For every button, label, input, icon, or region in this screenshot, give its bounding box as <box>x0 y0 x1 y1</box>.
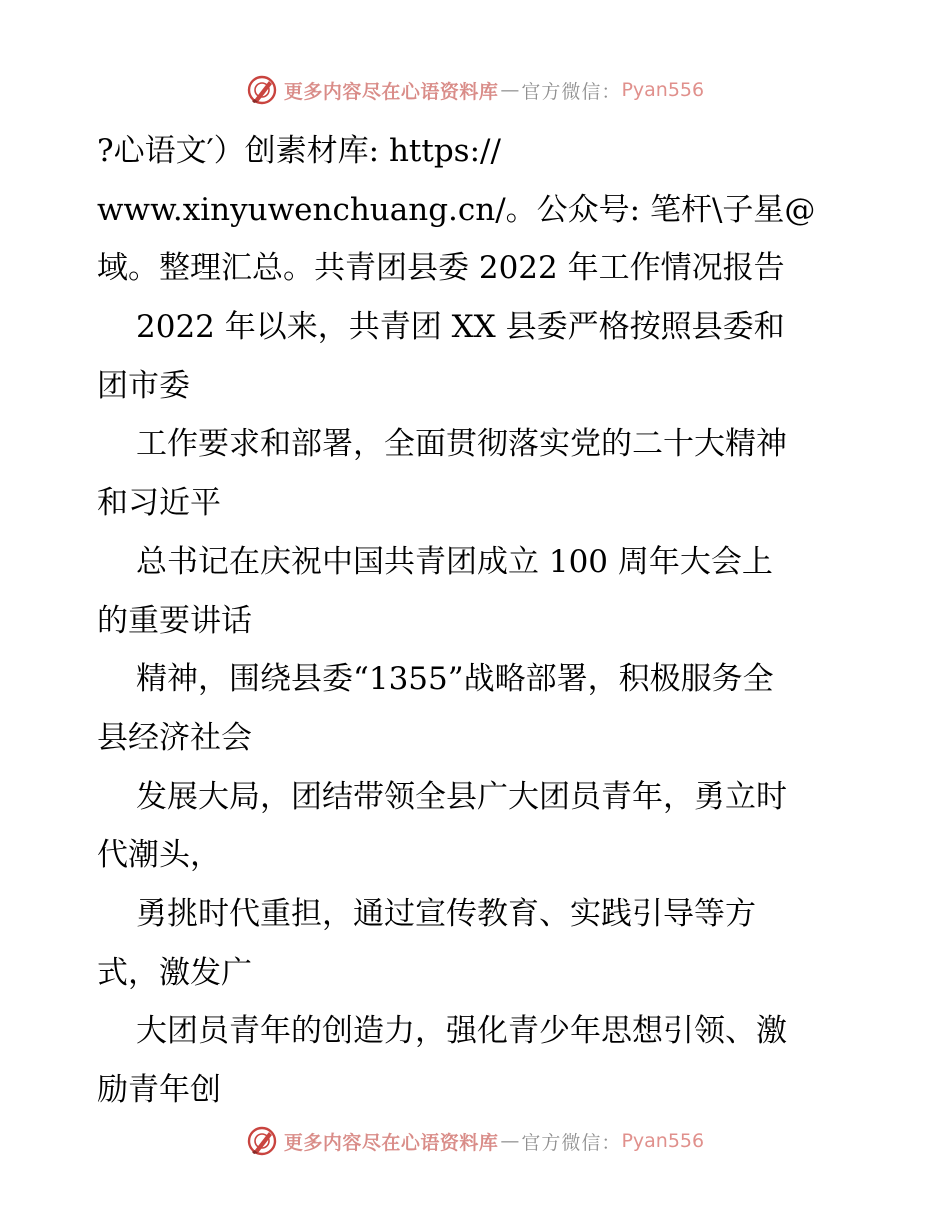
body-line: 的重要讲话 <box>97 602 252 639</box>
banner-dash: — <box>500 1130 520 1152</box>
body-line: 精神，围绕县委“1355”战略部署，积极服务全 <box>136 661 774 698</box>
body-line: 代潮头， <box>97 837 221 874</box>
pen-logo-icon <box>246 74 278 106</box>
body-line: 团市委 <box>97 367 190 404</box>
body-line: 式，激发广 <box>97 954 252 991</box>
body-line: www.xinyuwenchuang.cn/。公众号: 笔杆\子星@ <box>97 191 816 228</box>
document-body <box>97 122 867 1120</box>
pen-logo-icon <box>246 1125 278 1157</box>
banner-wechat-id: Pyan556 <box>621 79 705 101</box>
footer-banner <box>0 1121 950 1161</box>
banner-wechat-label: 官方微信： <box>521 80 622 103</box>
body-line: 大团员青年的创造力，强化青少年思想引领、激 <box>136 1013 787 1050</box>
body-line: 工作要求和部署，全面贯彻落实党的二十大精神 <box>136 426 787 463</box>
body-line: 和习近平 <box>97 485 221 522</box>
banner-main-text: 更多内容尽在心语资料库 <box>283 1131 499 1154</box>
body-line: 2022 年以来，共青团 XX 县委严格按照县委和 <box>136 309 785 346</box>
body-line: 总书记在庆祝中国共青团成立 100 周年大会上 <box>136 543 773 580</box>
banner-wechat-label: 官方微信： <box>521 1131 622 1154</box>
banner-dash: — <box>500 79 520 101</box>
body-line: 发展大局，团结带领全县广大团员青年，勇立时 <box>136 778 787 815</box>
body-line: ?心语文′）创素材库: https:// <box>97 133 501 169</box>
header-banner <box>0 70 950 110</box>
body-line: 励青年创 <box>97 1072 221 1108</box>
body-line: 勇挑时代重担，通过宣传教育、实践引导等方 <box>136 895 756 932</box>
body-line: 域。整理汇总。共青团县委 2022 年工作情况报告 <box>97 250 785 287</box>
body-line: 县经济社会 <box>97 719 252 756</box>
banner-main-text: 更多内容尽在心语资料库 <box>283 80 499 103</box>
banner-wechat-id: Pyan556 <box>621 1130 705 1152</box>
